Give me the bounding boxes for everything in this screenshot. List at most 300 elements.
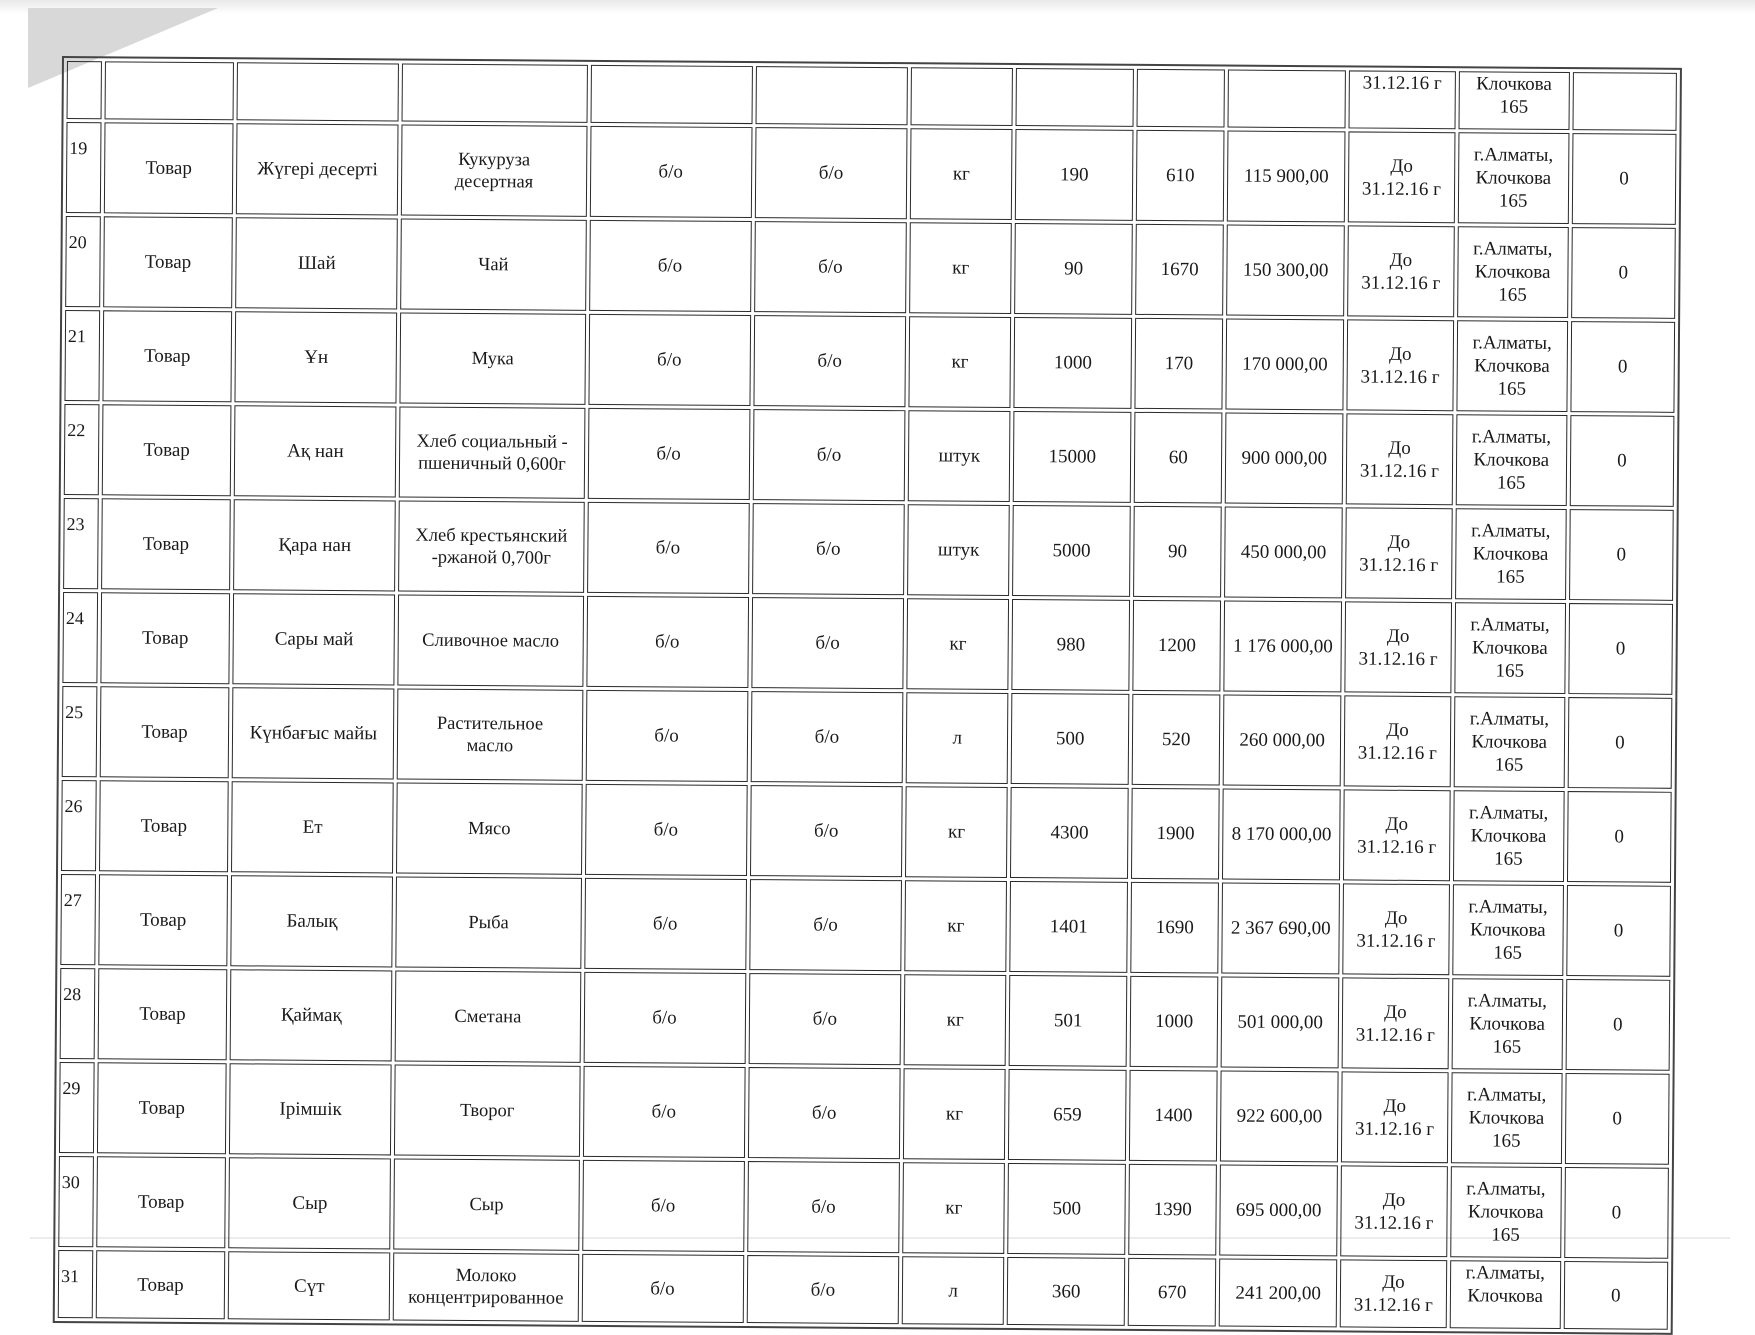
cell-name-kz <box>233 593 396 685</box>
cell-price <box>1128 1258 1216 1327</box>
cell-delivery-address <box>1455 414 1567 506</box>
cell-advance-text: 0 <box>1611 1284 1621 1306</box>
table-row <box>59 1062 1670 1165</box>
cell-name-ru-text: Хлеб крестьянский <box>415 525 568 547</box>
cell-delivery-date <box>1345 601 1452 693</box>
cell-total-text: 150 300,00 <box>1242 259 1329 282</box>
cell-type-text: Товар <box>139 909 187 931</box>
cell-num-text: 27 <box>63 890 82 911</box>
cell-num-text: 23 <box>66 514 85 535</box>
cell-advance <box>1567 697 1672 789</box>
cell-delivery-date <box>1348 131 1455 223</box>
cell-type <box>102 310 232 402</box>
cell-quantity <box>1008 1069 1127 1161</box>
cell-name-ru <box>398 594 584 686</box>
cell-characteristics-text: б/о <box>656 443 681 465</box>
cell-delivery-address <box>1455 508 1567 600</box>
cell-price <box>1133 600 1222 692</box>
cell-advance-text: 0 <box>1619 168 1629 190</box>
cell-unit <box>903 1068 1006 1160</box>
cell-delivery-date-text: До <box>1383 1095 1407 1117</box>
cell-name-ru <box>400 312 586 404</box>
cell-characteristics <box>581 1254 744 1323</box>
cell-unit <box>907 598 1010 690</box>
cell-name-kz-text: Жүгері десерті <box>257 158 378 181</box>
cell-characteristics-ru-text: б/о <box>813 820 839 842</box>
cell-num <box>64 404 99 495</box>
cell-type-text: Товар <box>137 1274 184 1296</box>
cell-delivery-address <box>1451 1072 1563 1164</box>
cell-characteristics <box>585 690 748 782</box>
cell-delivery-date-text: До <box>1388 343 1412 365</box>
cell-num <box>58 1250 93 1318</box>
cell-delivery-address-text: 165 <box>1494 848 1523 870</box>
cell-quantity-text: 360 <box>1051 1280 1081 1302</box>
cell-name-ru-text: концентрированное <box>408 1287 564 1309</box>
cell-quantity-text: 500 <box>1052 1198 1082 1220</box>
cell-delivery-address-text: Клочкова <box>1469 1013 1546 1035</box>
cell-unit <box>909 316 1012 408</box>
cell-name-ru <box>399 406 585 498</box>
cell-characteristics <box>588 314 751 406</box>
table-row <box>58 1250 1668 1330</box>
cell-price-text: 670 <box>1157 1281 1187 1303</box>
cell-unit-text: кг <box>946 1009 964 1031</box>
cell-price-text: 1200 <box>1157 635 1196 657</box>
cell-name-ru-text: Хлеб социальный - <box>416 431 568 453</box>
cell-delivery-date-text: 31.12.16 г <box>1359 460 1440 482</box>
cell-name-kz-text: Қара нан <box>278 534 352 557</box>
cell-advance <box>1564 1167 1669 1259</box>
cell-name-kz <box>237 62 399 121</box>
cell-quantity <box>1007 1257 1126 1326</box>
cell-delivery-address-text: Клочкова <box>1468 1107 1545 1129</box>
cell-characteristics-ru <box>748 973 901 1065</box>
cell-advance-text: 0 <box>1617 450 1627 472</box>
scan-top-shadow <box>0 0 1755 14</box>
cell-quantity <box>1009 975 1128 1067</box>
cell-delivery-date-text: До <box>1386 719 1409 741</box>
cell-characteristics-ru <box>747 1161 900 1253</box>
cell-delivery-address-text: 165 <box>1498 190 1528 212</box>
cell-name-ru-text: Сметана <box>454 1006 522 1027</box>
cell-delivery-date-text: До <box>1386 625 1410 647</box>
cell-price-text: 610 <box>1165 165 1195 187</box>
cell-delivery-date-text: 31.12.16 г <box>1357 836 1437 858</box>
cell-unit-text: кг <box>952 257 970 279</box>
cell-delivery-address-text: 165 <box>1491 1224 1520 1246</box>
cell-characteristics-ru-text: б/о <box>817 350 843 372</box>
cell-characteristics-text: б/о <box>657 255 683 277</box>
cell-type <box>99 686 229 778</box>
cell-characteristics <box>583 972 746 1064</box>
cell-name-kz-text: Балық <box>286 910 338 933</box>
cell-characteristics-ru <box>749 879 902 971</box>
cell-characteristics <box>582 1066 745 1158</box>
cell-name-kz <box>235 217 398 309</box>
cell-delivery-date <box>1347 225 1454 317</box>
table-row <box>65 216 1676 319</box>
cell-num-text: 19 <box>69 138 88 159</box>
cell-type <box>97 968 227 1060</box>
cell-delivery-address-text: 165 <box>1497 378 1527 400</box>
cell-advance <box>1566 885 1671 977</box>
cell-characteristics-ru-text: б/о <box>816 444 842 466</box>
cell-quantity-text: 659 <box>1053 1104 1082 1126</box>
cell-type <box>96 1156 226 1248</box>
cell-delivery-address <box>1453 696 1565 788</box>
cell-price <box>1135 224 1224 316</box>
cell-delivery-date <box>1342 977 1449 1069</box>
cell-delivery-address-text: 165 <box>1496 566 1525 588</box>
cell-price <box>1129 1070 1218 1162</box>
cell-delivery-date-text: 31.12.16 г <box>1353 1294 1433 1317</box>
cell-name-ru-text: Чай <box>478 254 509 275</box>
cell-delivery-date-text: До <box>1387 531 1411 553</box>
cell-delivery-address-text: Клочкова <box>1474 355 1550 377</box>
cell-type-text: Товар <box>138 1097 186 1119</box>
cell-name-kz-text: Ірімшік <box>279 1098 342 1121</box>
cell-quantity-text: 1401 <box>1049 916 1088 938</box>
cell-delivery-date <box>1344 695 1451 787</box>
cell-price-text: 60 <box>1168 447 1188 469</box>
cell-type <box>104 61 234 120</box>
cell-characteristics <box>587 408 750 500</box>
cell-characteristics-text: б/о <box>652 913 678 935</box>
cell-delivery-address <box>1449 1260 1561 1329</box>
cell-name-kz <box>236 123 399 215</box>
cell-quantity <box>1012 599 1131 691</box>
cell-characteristics-text: б/о <box>651 1101 677 1123</box>
cell-advance <box>1571 227 1676 319</box>
cell-advance <box>1569 509 1674 601</box>
cell-type <box>98 874 228 966</box>
cell-delivery-address-text: г.Алматы, <box>1471 426 1552 448</box>
cell-name-ru <box>395 970 581 1062</box>
cell-delivery-address-text: г.Алматы, <box>1471 520 1551 542</box>
cell-num <box>58 1156 93 1247</box>
cell-quantity-text: 500 <box>1055 728 1085 750</box>
cell-delivery-date <box>1341 1071 1448 1163</box>
cell-characteristics-ru <box>752 503 905 595</box>
cell-unit <box>908 410 1011 502</box>
cell-type <box>97 1062 227 1154</box>
cell-delivery-date-text: До <box>1384 907 1408 929</box>
cell-delivery-date-text: До <box>1382 1189 1406 1211</box>
cell-characteristics-ru-text: б/о <box>818 256 843 278</box>
cell-characteristics <box>584 878 747 970</box>
cell-unit-text: л <box>952 727 963 749</box>
cell-unit-text: л <box>948 1280 959 1302</box>
cell-name-kz-text: Ақ нан <box>287 440 344 463</box>
cell-total <box>1220 1071 1339 1163</box>
cell-characteristics-ru <box>752 409 905 501</box>
cell-quantity-text: 501 <box>1053 1010 1083 1032</box>
cell-advance <box>1568 603 1673 695</box>
cell-name-ru <box>396 782 582 874</box>
cell-delivery-address-text: Клочкова <box>1467 1285 1544 1307</box>
cell-delivery-date <box>1342 883 1449 975</box>
cell-price <box>1137 69 1225 128</box>
cell-advance-text: 0 <box>1616 544 1627 566</box>
cell-name-ru <box>393 1252 579 1321</box>
cell-delivery-address-text: г.Алматы, <box>1473 144 1554 166</box>
cell-total <box>1224 507 1343 599</box>
cell-quantity-text: 980 <box>1056 634 1086 656</box>
cell-type <box>99 780 229 872</box>
cell-characteristics-text: б/о <box>654 725 679 747</box>
cell-characteristics-ru <box>750 691 903 783</box>
cell-name-kz <box>229 1063 392 1155</box>
cell-delivery-address-text: Клочкова <box>1469 919 1546 941</box>
cell-delivery-date <box>1347 319 1454 411</box>
cell-name-ru <box>394 1158 580 1250</box>
cell-price-text: 1000 <box>1155 1011 1194 1033</box>
cell-type-text: Товар <box>142 627 189 649</box>
cell-quantity <box>1009 881 1128 973</box>
cell-characteristics-ru-text: б/о <box>812 1008 838 1030</box>
cell-advance <box>1565 979 1670 1071</box>
cell-delivery-address-text: г.Алматы, <box>1470 614 1550 636</box>
cell-unit <box>905 786 1008 878</box>
cell-quantity <box>1014 223 1133 315</box>
cell-delivery-address: Клочкова 165 <box>1458 71 1570 130</box>
cell-quantity <box>1010 787 1129 879</box>
cell-delivery-date-text: До <box>1384 1001 1407 1023</box>
cell-price-text: 170 <box>1164 353 1194 375</box>
procurement-table <box>53 56 1682 1335</box>
cell-total-text: 2 367 690,00 <box>1230 917 1331 940</box>
cell-name-kz-text: Сары май <box>274 628 354 651</box>
cell-type <box>103 216 233 308</box>
cell-characteristics-ru <box>750 785 903 877</box>
cell-name-kz <box>231 781 394 873</box>
cell-characteristics <box>585 784 748 876</box>
cell-price-text: 90 <box>1167 541 1188 563</box>
cell-delivery-address-text: Клочкова <box>1470 825 1547 847</box>
cell-name-ru-text: пшеничный 0,600г <box>418 453 566 475</box>
cell-type-text: Товар <box>145 157 192 179</box>
cell-delivery-date-text: 31.12.16 г <box>1358 648 1438 670</box>
cell-name-ru-text: масло <box>466 735 514 756</box>
cell-delivery-address <box>1451 978 1563 1070</box>
cell-characteristics <box>587 502 750 594</box>
table-row <box>63 498 1674 601</box>
cell-price <box>1130 976 1219 1068</box>
cell-price-text: 1690 <box>1155 917 1194 939</box>
cell-characteristics-ru <box>754 221 907 313</box>
cell-price <box>1135 318 1224 410</box>
cell-total <box>1222 789 1341 881</box>
cell-price <box>1136 130 1225 222</box>
cell-unit <box>904 974 1007 1066</box>
cell-num <box>62 686 97 777</box>
cell-total <box>1221 883 1340 975</box>
cell-characteristics-ru-text: б/о <box>818 162 844 184</box>
cell-delivery-date-text: 31.12.16 г <box>1354 1212 1434 1234</box>
cell-unit-text: штук <box>937 539 980 561</box>
cell-advance-text: 0 <box>1614 826 1625 848</box>
cell-delivery-date-text: До <box>1388 437 1411 459</box>
cell-total-text: 695 000,00 <box>1235 1199 1322 1222</box>
cell-name-kz-text: Шай <box>297 252 336 275</box>
cell-num-text: 28 <box>63 984 82 1005</box>
cell-advance <box>1570 321 1675 413</box>
table-row <box>64 310 1675 413</box>
cell-delivery-date-text: 31.12.16 г <box>1359 554 1439 576</box>
cell-delivery-address <box>1456 320 1568 412</box>
cell-num-text: 20 <box>68 232 87 253</box>
cell-quantity-text: 4300 <box>1050 822 1089 844</box>
cell-num-text: 29 <box>62 1078 81 1099</box>
cell-unit <box>909 222 1012 314</box>
cell-delivery-date <box>1345 507 1452 599</box>
cell-num <box>63 498 98 589</box>
table-row <box>62 686 1673 789</box>
cell-characteristics-ru <box>747 1067 900 1159</box>
cell-delivery-date <box>1346 413 1453 505</box>
cell-name-ru <box>397 688 583 780</box>
cell-characteristics <box>589 220 752 312</box>
cell-total <box>1224 601 1343 693</box>
cell-total <box>1223 695 1342 787</box>
cell-delivery-address-text: Клочкова <box>1473 449 1550 471</box>
cell-characteristics <box>589 126 752 218</box>
cell-delivery-date-text: 31.12.16 г <box>1360 366 1440 388</box>
cell-delivery-address-text: Клочкова <box>1471 731 1548 753</box>
cell-unit-text: кг <box>947 915 965 937</box>
cell-delivery-address-text: г.Алматы, <box>1469 708 1550 730</box>
cell-delivery-address-text: Клочкова <box>1467 1201 1544 1223</box>
cell-delivery-date-text: 31.12.16 г <box>1361 272 1441 294</box>
cell-quantity <box>1013 411 1132 503</box>
cell-total-text: 170 000,00 <box>1242 353 1328 376</box>
cell-total <box>1226 319 1345 411</box>
cell-delivery-date-text: До <box>1390 155 1413 177</box>
cell-name-ru-text: Сливочное масло <box>422 630 560 652</box>
table-row <box>62 592 1673 695</box>
cell-num-text: 31 <box>60 1266 80 1287</box>
cell-delivery-address-text: г.Алматы, <box>1466 1084 1547 1106</box>
cell-total <box>1221 977 1340 1069</box>
table-row <box>60 968 1671 1071</box>
cell-characteristics-text: б/о <box>653 819 679 841</box>
cell-name-kz-text: Сыр <box>292 1192 328 1214</box>
cell-delivery-address-text: Клочкова <box>1475 167 1552 189</box>
cell-price-text: 1390 <box>1153 1199 1192 1221</box>
cell-unit-text: кг <box>952 163 970 185</box>
cell-type-text: Товар <box>142 533 190 555</box>
cell-name-ru-text: Сыр <box>469 1194 504 1215</box>
cell-delivery-date-text: 31.12.16 г <box>1356 930 1436 952</box>
cell-name-kz-text: Ет <box>302 816 323 838</box>
cell-total <box>1225 413 1344 505</box>
cell-price-text: 1900 <box>1156 823 1195 845</box>
cell-name-ru-text: Мясо <box>467 818 511 839</box>
cell-total-text: 115 900,00 <box>1243 165 1329 188</box>
table-row <box>60 874 1671 977</box>
cell-unit <box>907 504 1010 596</box>
cell-quantity-text: 1000 <box>1053 352 1093 374</box>
table-row-continued <box>67 61 1677 131</box>
cell-num-text: 24 <box>65 608 84 629</box>
cell-name-kz-text: Қаймақ <box>280 1004 342 1027</box>
cell-delivery-address-text: 165 <box>1492 1036 1522 1058</box>
cell-type-text: Товар <box>143 439 190 461</box>
cell-advance <box>1565 1073 1670 1165</box>
cell-delivery-address-text: 165 <box>1495 660 1525 682</box>
cell-unit <box>910 128 1013 220</box>
cell-unit <box>903 1162 1006 1254</box>
cell-total <box>1228 70 1346 129</box>
cell-delivery-address-text: 165 <box>1498 284 1527 306</box>
cell-name-ru-text: Рыба <box>468 912 509 933</box>
cell-type <box>95 1250 225 1319</box>
cell-unit-text: кг <box>945 1103 964 1125</box>
cell-name-kz <box>228 1251 391 1320</box>
cell-quantity-text: 15000 <box>1048 446 1097 468</box>
cell-unit <box>911 67 1013 126</box>
cell-price <box>1130 882 1219 974</box>
cell-characteristics-text: б/о <box>652 1007 677 1029</box>
cell-advance <box>1572 133 1677 225</box>
cell-name-kz <box>233 499 396 591</box>
cell-type <box>100 592 230 684</box>
cell-total-text: 8 170 000,00 <box>1231 823 1332 846</box>
cell-delivery-address-text: г.Алматы, <box>1473 238 1553 260</box>
cell-delivery-address-text: 165 <box>1493 942 1522 964</box>
cell-total <box>1219 1259 1338 1328</box>
cell-advance-text: 0 <box>1612 1014 1623 1036</box>
cell-type <box>101 404 231 496</box>
cell-characteristics-ru <box>754 127 907 219</box>
cell-characteristics-ru-text: б/о <box>811 1102 837 1124</box>
cell-name-ru-text: Молоко <box>455 1265 517 1287</box>
cell-delivery-address-text: г.Алматы, <box>1466 1178 1546 1200</box>
cell-delivery-date-text: 31.12.16 г <box>1355 1024 1435 1046</box>
cell-name-ru <box>398 500 584 592</box>
cell-delivery-address-text: Клочкова <box>1472 543 1549 565</box>
cell-type-text: Товар <box>144 251 192 273</box>
cell-unit <box>902 1256 1004 1325</box>
cell-quantity-text: 5000 <box>1052 540 1091 562</box>
cell-characteristics-ru <box>751 597 904 689</box>
cell-num <box>64 310 99 401</box>
cell-name-ru-text: десертная <box>454 171 534 192</box>
cell-name-kz <box>229 1157 392 1249</box>
cell-quantity-text: 90 <box>1064 258 1084 280</box>
cell-num <box>67 61 102 119</box>
cell-characteristics <box>590 65 752 124</box>
cell-price <box>1128 1164 1217 1256</box>
cell-price <box>1134 412 1223 504</box>
cell-delivery-address-text: Клочкова <box>1471 637 1548 659</box>
cell-total <box>1227 131 1346 223</box>
cell-num <box>60 968 95 1059</box>
cell-delivery-date-text: 31.12.16 г <box>1357 742 1437 764</box>
cell-quantity-text: 190 <box>1059 164 1089 186</box>
table-body <box>58 61 1677 1330</box>
cell-delivery-address-text: 165 <box>1494 754 1524 776</box>
cell-characteristics-text: б/о <box>657 349 682 371</box>
cell-delivery-date-text: 31.12.16 г <box>1361 178 1442 200</box>
cell-name-kz-text: Сүт <box>294 1275 325 1297</box>
cell-characteristics-ru-text: б/о <box>815 632 840 654</box>
cell-name-ru <box>394 1064 580 1156</box>
cell-name-ru-text: Творог <box>459 1100 515 1121</box>
cell-name-kz <box>230 969 393 1061</box>
cell-advance-text: 0 <box>1613 920 1624 942</box>
